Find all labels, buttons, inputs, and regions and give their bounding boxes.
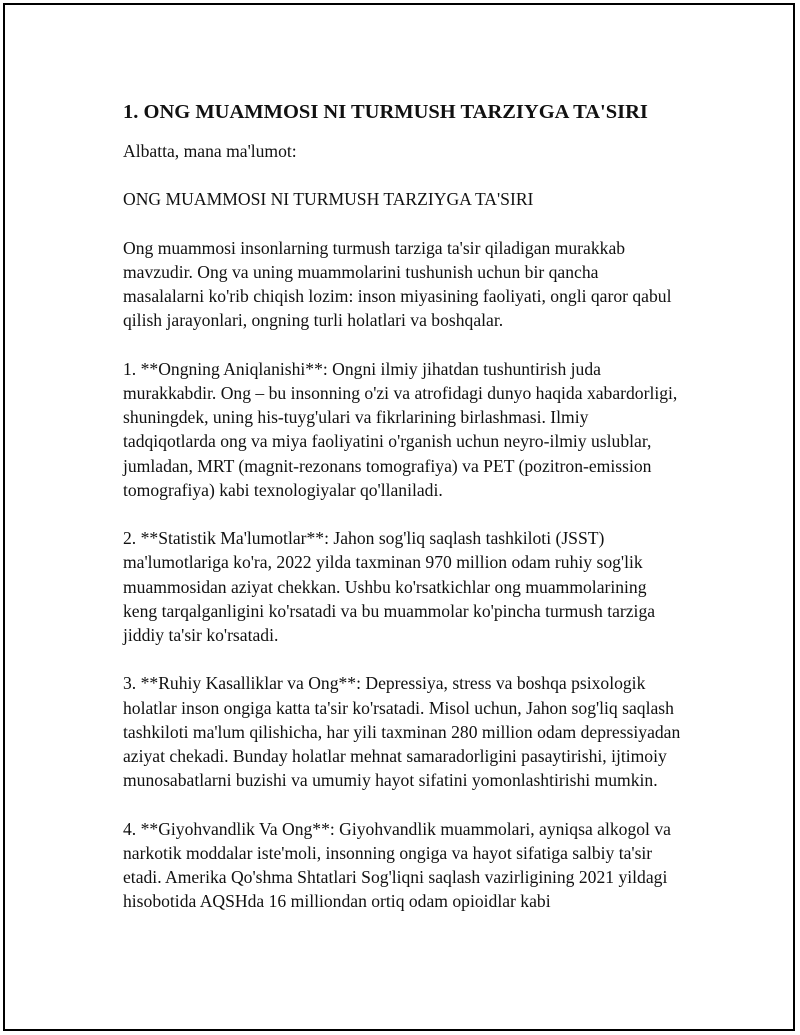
intro-line: Albatta, mana ma'lumot: [123, 141, 297, 161]
paragraph-item-3: 3. **Ruhiy Kasalliklar va Ong**: Depressiya, stress va boshqa psixologik holatlar inson ongiga katta ta'sir ko'rsatadi. Misol uchun, Jahon sog'liq saqlash tashkiloti ma'lum qilishicha, har yili taxminan 280 million odam depressiyadan aziyat chekadi. Bunday holatlar mehnat samaradorligini pasaytirishi, ijtimoiy munosabatlarni buzishi va umumiy hayot sifatini yomonlashtirishi mumkin. [123, 673, 681, 791]
paragraph-item-4: 4. **Giyohvandlik Va Ong**: Giyohvandlik muammolari, ayniqsa alkogol va narkotik moddalar iste'moli, insonning ongiga va hayot sifatiga salbiy ta'sir etadi. Amerika Qo'shma Shtatlari Sog'liqni saqlash vazirligining 2021 yildagi hisobotida AQSHda 16 milliondan ortiq odam opioidlar kabi [123, 818, 671, 912]
paragraph-item-1: 1. **Ongning Aniqlanishi**: Ongni ilmiy jihatdan tushuntirish juda murakkabdir. Ong – bu insonning o'zi va atrofidagi dunyo haqida xabardorligi, shuningdek, uning his-tuyg'ulari va fikrlarining birlashmasi. Ilmiy tadqiqotlarda ong va miya faoliyatini o'rganish uchun neyro-ilmiy uslublar, jumladan, MRT (magnit-rezonans tomografiya) va PET (pozitron-emission tomografiya) kabi texnologiyalar qo'llaniladi. [123, 358, 678, 500]
document-body [123, 99, 683, 913]
subtitle-line: ONG MUAMMOSI NI TURMUSH TARZIYGA TA'SIRI [123, 189, 534, 210]
document-title: 1. ONG MUAMMOSI NI TURMUSH TARZIYGA TA'SIRI [123, 101, 648, 123]
paragraph-overview: Ong muammosi insonlarning turmush tarziga ta'sir qiladigan murakkab mavzudir. Ong va uning muammolarini tushunish uchun bir qancha masalalarni ko'rib chiqish lozim: inson miyasining faoliyati, ongli qaror qabul qilish jarayonlari, ongning turli holatlari va boshqalar. [123, 237, 672, 331]
paragraph-item-2: 2. **Statistik Ma'lumotlar**: Jahon sog'liq saqlash tashkiloti (JSST) ma'lumotlariga ko'ra, 2022 yilda taxminan 970 million odam ruhiy sog'lik muammosidan aziyat chekkan. Ushbu ko'rsatkichlar ong muammolarining keng tarqalganligini ko'rsatadi va bu muammolar ko'pincha turmush tarziga jiddiy ta'sir ko'rsatadi. [123, 528, 656, 645]
page-frame [3, 3, 795, 1031]
